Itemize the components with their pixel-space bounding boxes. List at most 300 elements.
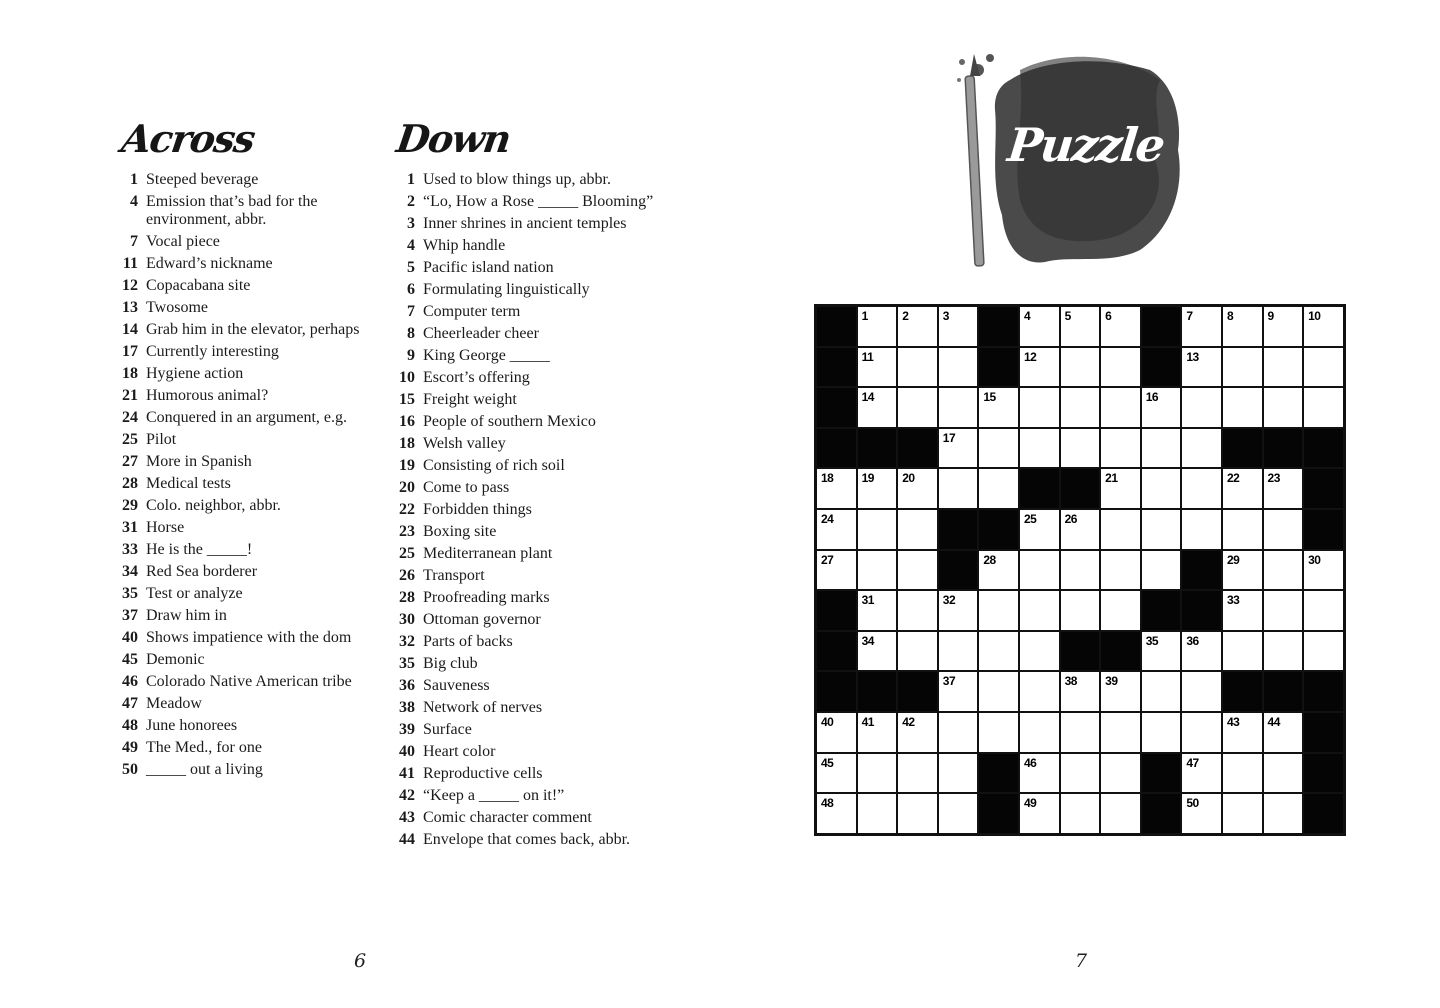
grid-cell[interactable]: [1141, 387, 1182, 428]
cell-number: 46: [1023, 755, 1037, 770]
grid-cell[interactable]: [978, 712, 1019, 753]
clue-number: 49: [122, 739, 138, 756]
across-clue: [113, 519, 388, 537]
clue-number: 41: [399, 765, 415, 782]
cell-number: 42: [902, 714, 915, 729]
grid-cell[interactable]: [1263, 712, 1304, 753]
cell-number: 29: [1226, 552, 1240, 567]
clue-number: 45: [122, 651, 138, 668]
grid-cell[interactable]: [1060, 590, 1101, 631]
grid-cell[interactable]: [816, 793, 857, 834]
grid-cell[interactable]: [978, 590, 1019, 631]
clue-text: Hygiene action: [146, 365, 244, 382]
grid-cell[interactable]: [1100, 671, 1141, 712]
across-clue: [113, 365, 388, 383]
cell-number: 12: [1023, 349, 1037, 364]
clue-text: Forbidden things: [423, 501, 532, 518]
grid-cell[interactable]: [1060, 671, 1101, 712]
grid-cell-black: [1222, 671, 1263, 712]
grid-cell[interactable]: [938, 387, 979, 428]
clue-text: Used to blow things up, abbr.: [423, 171, 611, 188]
grid-cell-black: [1181, 550, 1222, 591]
grid-cell[interactable]: [938, 306, 979, 347]
clue-number: 26: [399, 567, 415, 584]
clue-text: Welsh valley: [423, 435, 506, 452]
clue-number: 40: [122, 629, 138, 646]
cell-number: 50: [1186, 796, 1199, 811]
across-clue: [113, 255, 388, 273]
grid-cell[interactable]: [938, 712, 979, 753]
down-clue: [390, 633, 665, 651]
grid-cell[interactable]: [1303, 550, 1344, 591]
down-clue: [390, 567, 665, 585]
grid-cell-black: [1019, 468, 1060, 509]
clue-text: Demonic: [146, 651, 205, 668]
clue-number: 29: [122, 497, 138, 514]
clue-number: 20: [399, 479, 415, 496]
clue-text: Reproductive cells: [423, 765, 543, 782]
across-clue: [113, 739, 388, 757]
clue-number: 35: [122, 585, 138, 602]
grid-cell[interactable]: [1263, 387, 1304, 428]
cell-number: 21: [1105, 471, 1118, 486]
grid-cell[interactable]: [857, 631, 898, 672]
grid-cell[interactable]: [1263, 468, 1304, 509]
grid-cell[interactable]: [857, 347, 898, 388]
grid-cell[interactable]: [1100, 712, 1141, 753]
grid-cell[interactable]: [1019, 712, 1060, 753]
down-clue: [390, 457, 665, 475]
cell-number: 19: [861, 471, 874, 486]
across-clue: [113, 607, 388, 625]
cell-number: 24: [821, 511, 834, 526]
grid-cell-black: [816, 306, 857, 347]
grid-cell[interactable]: [1141, 468, 1182, 509]
grid-cell[interactable]: [1181, 712, 1222, 753]
clue-text: Shows impatience with the dom: [146, 629, 352, 646]
grid-cell[interactable]: [1181, 387, 1222, 428]
down-clue: [390, 171, 665, 189]
down-clue: [390, 281, 665, 299]
grid-cell[interactable]: [978, 550, 1019, 591]
clue-text: Whip handle: [423, 237, 506, 254]
clue-number: 4: [407, 237, 415, 254]
cell-number: 23: [1267, 471, 1280, 486]
grid-cell[interactable]: [1060, 793, 1101, 834]
grid-cell[interactable]: [1141, 550, 1182, 591]
page-number-left: 6: [354, 950, 367, 972]
clue-text: Formulating linguistically: [423, 281, 590, 298]
down-clue: [390, 545, 665, 563]
grid-cell[interactable]: [857, 793, 898, 834]
grid-cell[interactable]: [978, 631, 1019, 672]
grid-cell-black: [1303, 671, 1344, 712]
across-heading: Across: [118, 116, 257, 161]
clue-number: 28: [122, 475, 138, 492]
grid-cell[interactable]: [1263, 753, 1304, 794]
grid-cell-black: [1100, 631, 1141, 672]
across-clue: [113, 387, 388, 405]
grid-cell[interactable]: [1100, 347, 1141, 388]
cell-number: 41: [861, 714, 874, 729]
clue-text: More in Spanish: [146, 453, 252, 470]
grid-cell[interactable]: [816, 509, 857, 550]
grid-cell[interactable]: [1019, 306, 1060, 347]
grid-cell[interactable]: [1303, 387, 1344, 428]
grid-cell[interactable]: [1100, 753, 1141, 794]
grid-cell[interactable]: [1181, 509, 1222, 550]
grid-cell[interactable]: [1222, 631, 1263, 672]
grid-cell[interactable]: [1141, 671, 1182, 712]
grid-cell[interactable]: [897, 509, 938, 550]
cell-number: 45: [821, 755, 834, 770]
clue-text: Medical tests: [146, 475, 231, 492]
grid-cell-black: [978, 753, 1019, 794]
across-clue: [113, 453, 388, 471]
grid-cell-black: [857, 671, 898, 712]
grid-cell[interactable]: [1181, 793, 1222, 834]
grid-cell[interactable]: [938, 793, 979, 834]
clue-number: 8: [407, 325, 415, 342]
grid-cell-black: [816, 590, 857, 631]
grid-cell[interactable]: [1019, 631, 1060, 672]
grid-cell-black: [1222, 428, 1263, 469]
down-clue-list: [390, 171, 665, 853]
grid-cell[interactable]: [1100, 793, 1141, 834]
grid-cell-black: [1141, 306, 1182, 347]
clue-number: 24: [122, 409, 138, 426]
grid-cell[interactable]: [1303, 590, 1344, 631]
clue-number: 11: [122, 255, 138, 272]
grid-cell[interactable]: [1263, 306, 1304, 347]
clue-number: 47: [122, 695, 138, 712]
clue-text: Big club: [423, 655, 478, 672]
clue-number: 3: [407, 215, 415, 232]
clue-text: Steeped beverage: [146, 171, 259, 188]
clue-number: 7: [407, 303, 415, 320]
grid-cell-black: [978, 306, 1019, 347]
grid-cell-black: [978, 793, 1019, 834]
across-clue: [113, 321, 388, 339]
grid-cell[interactable]: [978, 387, 1019, 428]
grid-cell[interactable]: [1181, 631, 1222, 672]
grid-cell[interactable]: [938, 347, 979, 388]
clue-number: 1: [130, 171, 138, 188]
grid-cell[interactable]: [1100, 590, 1141, 631]
clue-number: 2: [407, 193, 415, 210]
cell-number: 20: [902, 471, 915, 486]
grid-cell[interactable]: [978, 428, 1019, 469]
grid-cell[interactable]: [1303, 306, 1344, 347]
grid-cell-black: [978, 509, 1019, 550]
clue-text: Twosome: [146, 299, 208, 316]
grid-cell[interactable]: [1222, 590, 1263, 631]
down-clue: [390, 589, 665, 607]
grid-cell[interactable]: [1060, 428, 1101, 469]
across-clue: [113, 761, 388, 779]
grid-cell[interactable]: [1181, 671, 1222, 712]
across-clue: [113, 497, 388, 515]
grid-cell[interactable]: [1222, 387, 1263, 428]
clue-number: 28: [399, 589, 415, 606]
grid-cell[interactable]: [857, 590, 898, 631]
grid-cell[interactable]: [938, 468, 979, 509]
cell-number: 15: [983, 390, 996, 405]
grid-cell[interactable]: [1222, 347, 1263, 388]
clue-number: 43: [399, 809, 415, 826]
across-clue: [113, 299, 388, 317]
cell-number: 40: [821, 714, 834, 729]
grid-cell[interactable]: [938, 671, 979, 712]
clue-number: 17: [122, 343, 138, 360]
grid-cell-black: [897, 671, 938, 712]
grid-cell[interactable]: [1100, 428, 1141, 469]
grid-cell[interactable]: [1019, 347, 1060, 388]
down-clue: [390, 237, 665, 255]
grid-cell[interactable]: [897, 712, 938, 753]
cell-number: 25: [1023, 511, 1037, 526]
grid-cell[interactable]: [1019, 671, 1060, 712]
cell-number: 27: [821, 552, 834, 567]
grid-cell[interactable]: [1263, 631, 1304, 672]
cell-number: 32: [942, 593, 956, 608]
cell-number: 9: [1267, 309, 1274, 323]
grid-cell[interactable]: [897, 550, 938, 591]
clue-number: 35: [399, 655, 415, 672]
grid-cell-black: [1303, 428, 1344, 469]
clue-text: Pilot: [146, 431, 177, 448]
grid-cell-black: [1141, 590, 1182, 631]
grid-cell[interactable]: [1263, 347, 1304, 388]
grid-cell[interactable]: [1060, 387, 1101, 428]
grid-cell-black: [1303, 793, 1344, 834]
grid-cell[interactable]: [897, 347, 938, 388]
clue-number: 9: [407, 347, 415, 364]
across-clue-list: [113, 171, 388, 783]
grid-cell[interactable]: [857, 509, 898, 550]
grid-cell[interactable]: [1060, 712, 1101, 753]
grid-cell[interactable]: [1100, 468, 1141, 509]
grid-cell[interactable]: [1222, 306, 1263, 347]
cell-number: 18: [821, 471, 834, 486]
grid-cell[interactable]: [897, 753, 938, 794]
down-clue: [390, 259, 665, 277]
grid-cell[interactable]: [1019, 550, 1060, 591]
clue-number: 31: [122, 519, 138, 536]
down-clue: [390, 369, 665, 387]
clue-text: Boxing site: [423, 523, 497, 540]
clue-number: 36: [399, 677, 415, 694]
grid-cell[interactable]: [1060, 509, 1101, 550]
cell-number: 5: [1064, 309, 1071, 323]
grid-cell[interactable]: [1019, 387, 1060, 428]
across-clue: [113, 475, 388, 493]
grid-cell[interactable]: [1019, 793, 1060, 834]
grid-cell[interactable]: [938, 753, 979, 794]
clue-number: 50: [122, 761, 138, 778]
grid-cell-black: [1263, 428, 1304, 469]
grid-cell[interactable]: [857, 468, 898, 509]
clue-text: People of southern Mexico: [423, 413, 596, 430]
clue-number: 42: [399, 787, 415, 804]
down-clue: [390, 721, 665, 739]
grid-cell[interactable]: [1019, 428, 1060, 469]
grid-cell[interactable]: [1222, 712, 1263, 753]
down-clue: [390, 347, 665, 365]
clue-number: 19: [399, 457, 415, 474]
clue-number: 10: [399, 369, 415, 386]
grid-cell[interactable]: [1263, 590, 1304, 631]
grid-cell[interactable]: [1263, 793, 1304, 834]
cell-number: 10: [1308, 309, 1321, 323]
grid-cell-black: [1181, 590, 1222, 631]
cell-number: 39: [1105, 674, 1118, 689]
clue-text: Computer term: [423, 303, 521, 320]
grid-cell[interactable]: [938, 428, 979, 469]
grid-cell[interactable]: [857, 753, 898, 794]
grid-cell-black: [816, 671, 857, 712]
grid-cell[interactable]: [1181, 347, 1222, 388]
grid-cell[interactable]: [1181, 306, 1222, 347]
clue-number: 25: [122, 431, 138, 448]
grid-cell[interactable]: [816, 468, 857, 509]
grid-cell-black: [816, 428, 857, 469]
clue-number: 23: [399, 523, 415, 540]
grid-cell[interactable]: [857, 550, 898, 591]
grid-cell[interactable]: [1141, 428, 1182, 469]
grid-cell[interactable]: [1181, 753, 1222, 794]
grid-cell[interactable]: [938, 631, 979, 672]
grid-cell[interactable]: [1141, 631, 1182, 672]
grid-cell-black: [938, 509, 979, 550]
grid-cell[interactable]: [978, 671, 1019, 712]
grid-cell[interactable]: [1222, 509, 1263, 550]
across-clue: [113, 563, 388, 581]
grid-cell[interactable]: [857, 387, 898, 428]
across-clue: [113, 541, 388, 559]
down-clue: [390, 809, 665, 827]
grid-cell[interactable]: [857, 712, 898, 753]
clue-text: Mediterranean plant: [423, 545, 553, 562]
grid-cell-black: [1303, 712, 1344, 753]
grid-cell[interactable]: [1181, 468, 1222, 509]
grid-cell[interactable]: [1141, 712, 1182, 753]
clue-text: Conquered in an argument, e.g.: [146, 409, 347, 426]
clue-text: Comic character comment: [423, 809, 592, 826]
down-clue: [390, 699, 665, 717]
clue-number: 16: [399, 413, 415, 430]
grid-cell[interactable]: [1263, 550, 1304, 591]
grid-cell[interactable]: [978, 468, 1019, 509]
cell-number: 44: [1267, 714, 1280, 729]
across-clue: [113, 409, 388, 427]
grid-cell[interactable]: [1019, 509, 1060, 550]
grid-cell[interactable]: [1100, 509, 1141, 550]
clue-number: 32: [399, 633, 415, 650]
clue-number: 22: [399, 501, 415, 518]
grid-cell[interactable]: [1060, 347, 1101, 388]
grid-cell[interactable]: [1019, 590, 1060, 631]
grid-cell[interactable]: [1100, 550, 1141, 591]
grid-cell[interactable]: [1303, 631, 1344, 672]
clue-number: 37: [122, 607, 138, 624]
grid-cell[interactable]: [816, 550, 857, 591]
grid-cell[interactable]: [897, 590, 938, 631]
cell-number: 35: [1145, 633, 1159, 648]
clue-number: 40: [399, 743, 415, 760]
grid-cell[interactable]: [1222, 468, 1263, 509]
crossword-grid: [814, 304, 1346, 836]
clue-text: Humorous animal?: [146, 387, 269, 404]
clue-text: Currently interesting: [146, 343, 279, 360]
clue-number: 46: [122, 673, 138, 690]
grid-cell[interactable]: [897, 387, 938, 428]
clue-text: He is the _____!: [146, 541, 253, 558]
grid-cell[interactable]: [1100, 387, 1141, 428]
cell-number: 11: [861, 349, 874, 364]
clue-number: 7: [130, 233, 138, 250]
clue-text: Envelope that comes back, abbr.: [423, 831, 631, 848]
down-clue: [390, 655, 665, 673]
cell-number: 31: [861, 593, 874, 608]
grid-cell[interactable]: [1181, 428, 1222, 469]
clue-number: 33: [122, 541, 138, 558]
cell-number: 38: [1064, 674, 1077, 689]
cell-number: 2: [902, 309, 909, 323]
grid-cell[interactable]: [1100, 306, 1141, 347]
grid-cell-black: [816, 347, 857, 388]
grid-cell-black: [816, 387, 857, 428]
grid-cell[interactable]: [1060, 550, 1101, 591]
grid-cell[interactable]: [1263, 509, 1304, 550]
grid-cell[interactable]: [1060, 753, 1101, 794]
grid-cell[interactable]: [897, 468, 938, 509]
grid-cell[interactable]: [1222, 793, 1263, 834]
grid-cell[interactable]: [897, 631, 938, 672]
cell-number: 1: [861, 309, 868, 323]
grid-cell[interactable]: [897, 306, 938, 347]
grid-cell[interactable]: [816, 753, 857, 794]
grid-cell[interactable]: [1060, 306, 1101, 347]
cell-number: 49: [1023, 796, 1037, 811]
clue-text: Grab him in the elevator, perhaps: [146, 321, 360, 338]
across-clue: [113, 343, 388, 361]
down-clue: [390, 523, 665, 541]
grid-cell[interactable]: [1222, 753, 1263, 794]
clue-number: 27: [122, 453, 138, 470]
grid-cell-black: [938, 550, 979, 591]
across-clue: [113, 193, 388, 229]
clue-text: Network of nerves: [423, 699, 543, 716]
clue-text: Vocal piece: [146, 233, 220, 250]
grid-cell[interactable]: [816, 712, 857, 753]
grid-cell[interactable]: [857, 306, 898, 347]
clue-text: Sauveness: [423, 677, 490, 694]
cell-number: 48: [821, 796, 834, 811]
cell-number: 37: [942, 674, 956, 689]
clue-text: _____ out a living: [146, 761, 263, 778]
grid-cell[interactable]: [1019, 753, 1060, 794]
grid-cell-black: [897, 428, 938, 469]
puzzle-title: Puzzle #2: [1005, 118, 1247, 172]
grid-cell[interactable]: [897, 793, 938, 834]
grid-cell[interactable]: [1222, 550, 1263, 591]
grid-cell[interactable]: [1303, 347, 1344, 388]
clue-text: Edward’s nickname: [146, 255, 273, 272]
grid-cell[interactable]: [938, 590, 979, 631]
grid-cell[interactable]: [1141, 509, 1182, 550]
clue-number: 25: [399, 545, 415, 562]
